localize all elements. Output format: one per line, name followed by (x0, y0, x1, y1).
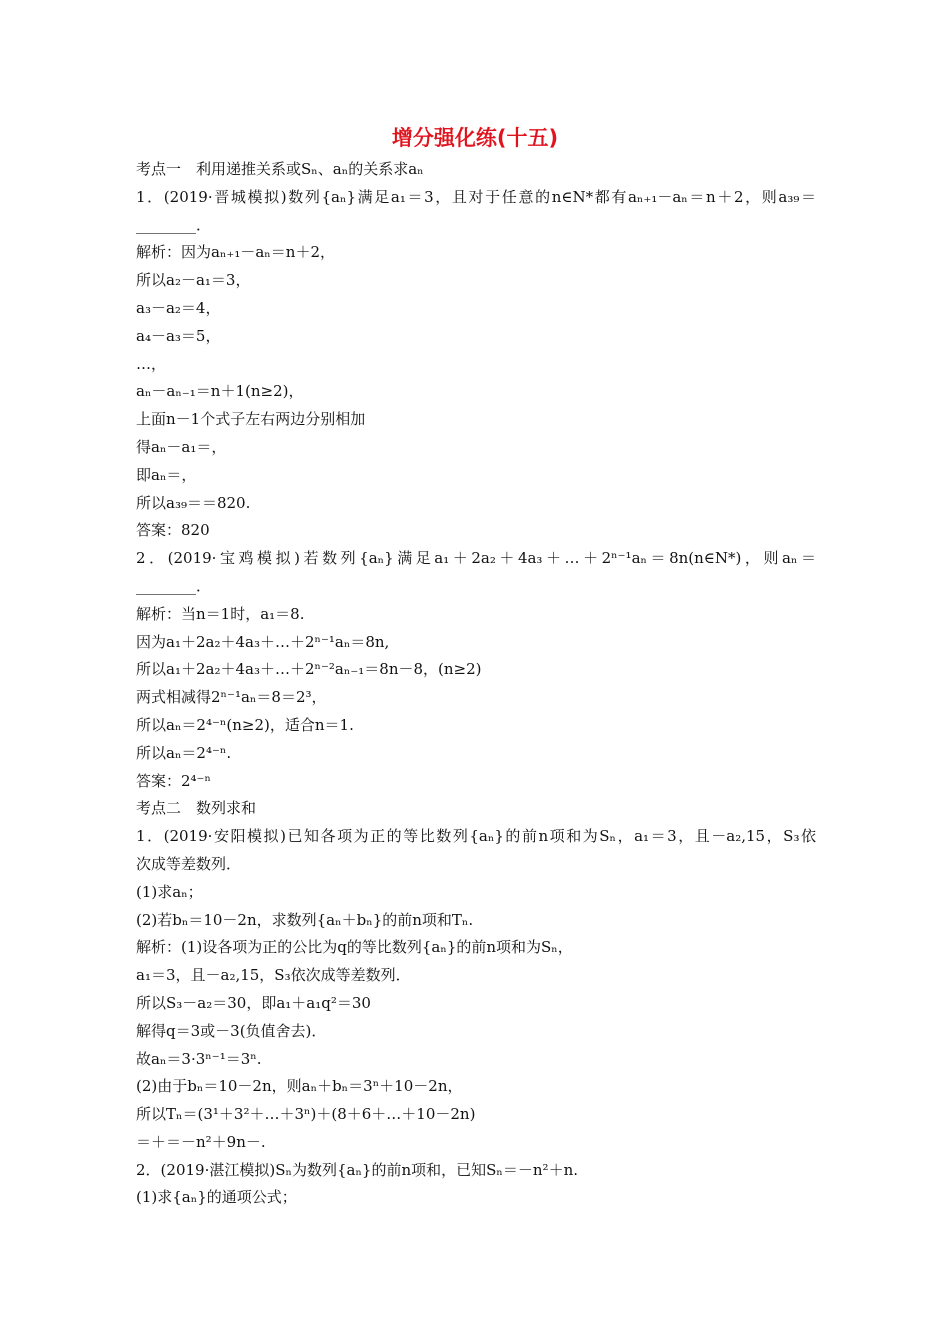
solution-line: 因为a₁＋2a₂＋4a₃＋…＋2ⁿ⁻¹aₙ＝8n, (136, 632, 390, 651)
solution-line: 所以Tₙ＝(3¹＋3²＋…＋3ⁿ)＋(8＋6＋…＋10－2n) (136, 1105, 476, 1124)
problem-text: 2．(2019·宝鸡模拟)若数列{aₙ}满足a₁＋2a₂＋4a₃＋…＋2ⁿ⁻¹aₙ＝8n(n∈N*)，则aₙ＝ (136, 549, 816, 568)
solution-line: …， (136, 354, 167, 373)
problem-text: (1)求{aₙ}的通项公式； (136, 1188, 297, 1207)
solution-line: 所以a₃₉＝＝820. (136, 493, 251, 512)
problem-text: (1)求aₙ； (136, 882, 203, 901)
problem-text: 2．(2019·湛江模拟)Sₙ为数列{aₙ}的前n项和，已知Sₙ＝－n²＋n. (136, 1160, 579, 1179)
solution-line: 所以S₃－a₂＝30，即a₁＋a₁q²＝30 (136, 993, 371, 1012)
solution-line: 所以a₁＋2a₂＋4a₃＋…＋2ⁿ⁻²aₙ₋₁＝8n－8，(n≥2) (136, 660, 482, 679)
solution-line: 即aₙ＝， (136, 465, 197, 484)
problem-text: 次成等差数列． (136, 854, 242, 873)
solution-line: 解析：当n＝1时，a₁＝8. (136, 604, 305, 623)
solution-line: ＝＋＝－n²＋9n－. (136, 1132, 266, 1151)
solution-line: 得aₙ－a₁＝， (136, 437, 227, 456)
solution-line: a₁＝3，且－a₂,15，S₃依次成等差数列． (136, 966, 411, 985)
answer-blank: ________． (136, 576, 212, 595)
solution-line: 解得q＝3或－3(负值舍去)． (136, 1021, 327, 1040)
solution-line: 故aₙ＝3·3ⁿ⁻¹＝3ⁿ. (136, 1049, 262, 1068)
section-heading: 考点一 利用递推关系或Sₙ、aₙ的关系求aₙ (136, 160, 424, 178)
solution-line: 所以aₙ＝2⁴⁻ⁿ(n≥2)，适合n＝1. (136, 715, 354, 734)
solution-line: a₃－a₂＝4， (136, 298, 221, 317)
solution-line: (2)由于bₙ＝10－2n，则aₙ＋bₙ＝3ⁿ＋10－2n， (136, 1077, 463, 1096)
answer-blank: ________． (136, 215, 212, 234)
solution-line: 两式相减得2ⁿ⁻¹aₙ＝8＝2³， (136, 688, 327, 707)
section-heading: 考点二 数列求和 (136, 799, 257, 818)
document-body (136, 156, 816, 1212)
answer-line: 答案：820 (136, 521, 210, 540)
solution-line: 上面n－1个式子左右两边分别相加 (136, 410, 366, 429)
answer-line: 答案：2⁴⁻ⁿ (136, 771, 211, 790)
problem-text: 1．(2019·晋城模拟)数列{aₙ}满足a₁＝3，且对于任意的n∈N*都有aₙ₊₁－aₙ＝n＋2，则a₃₉＝ (136, 187, 816, 206)
page-title: 增分强化练(十五) (391, 126, 559, 150)
problem-text: 1．(2019·安阳模拟)已知各项为正的等比数列{aₙ}的前n项和为Sₙ，a₁＝3，且－a₂,15，S₃依 (136, 827, 816, 846)
solution-line: 所以a₂－a₁＝3， (136, 271, 251, 290)
solution-line: 所以aₙ＝2⁴⁻ⁿ. (136, 743, 232, 762)
solution-line: 解析：(1)设各项为正的公比为q的等比数列{aₙ}的前n项和为Sₙ， (136, 938, 573, 957)
solution-line: aₙ－aₙ₋₁＝n＋1(n≥2)， (136, 382, 304, 401)
solution-line: a₄－a₃＝5， (136, 326, 221, 345)
solution-line: 解析：因为aₙ₊₁－aₙ＝n＋2， (136, 243, 335, 262)
problem-text: (2)若bₙ＝10－2n，求数列{aₙ＋bₙ}的前n项和Tₙ. (136, 910, 474, 929)
